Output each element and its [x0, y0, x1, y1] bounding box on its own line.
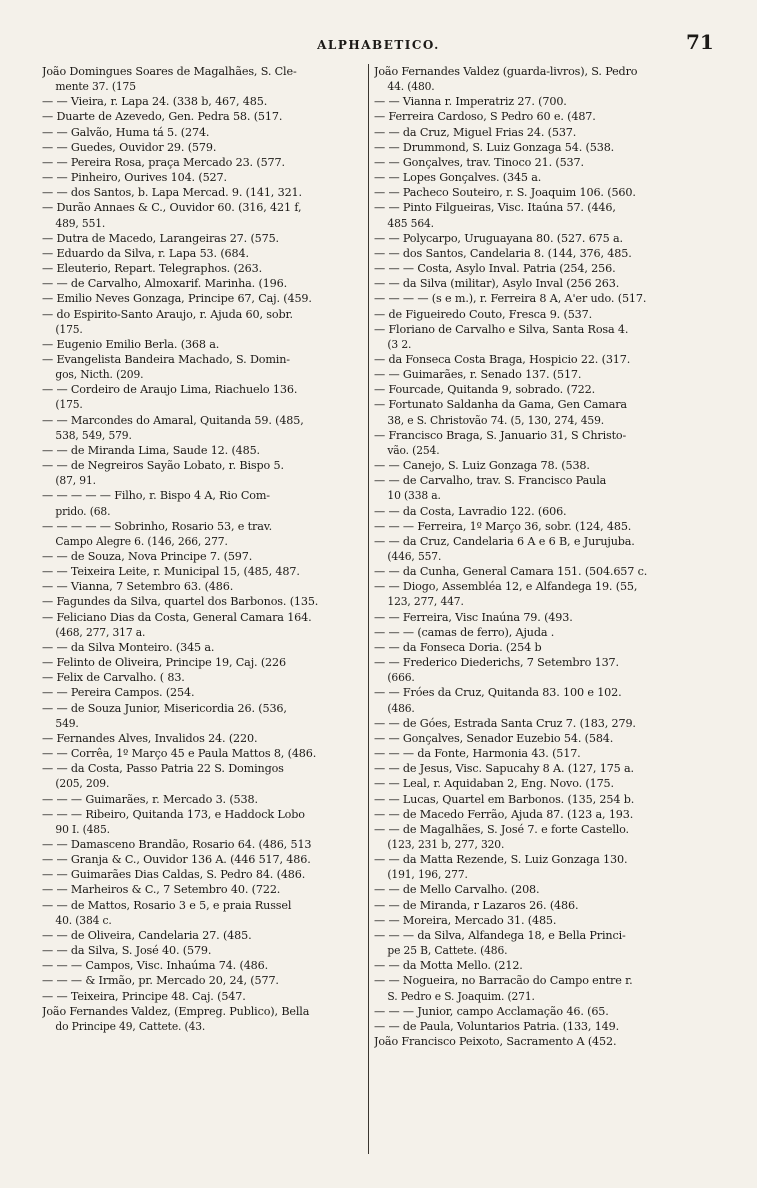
directory-entry: — Floriano de Carvalho e Silva, Santa Rosa 4.	[374, 322, 629, 336]
entry-continuation: mente 37. (175	[55, 80, 136, 94]
left-column	[42, 64, 364, 1154]
directory-entry: — — Corrêa, 1º Março 45 e Paula Mattos 8, (486.	[42, 747, 317, 761]
directory-entry: — — Moreira, Mercado 31. (485.	[374, 913, 557, 927]
directory-entry: João Fernandes Valdez (guarda-livros), S. Pedro	[374, 65, 638, 78]
entry-continuation: prido. (68.	[55, 504, 111, 518]
right-column	[374, 64, 698, 1154]
directory-entry: — — — Ferreira, 1º Março 36, sobr. (124, 485.	[374, 519, 632, 533]
directory-entry: — — Marcondes do Amaral, Quitanda 59. (485,	[42, 413, 304, 427]
directory-entry: — da Fonseca Costa Braga, Hospicio 22. (317.	[374, 352, 631, 366]
entry-continuation: (446, 557.	[387, 550, 442, 563]
directory-entry: João Francisco Peixoto, Sacramento A (452.	[374, 1035, 617, 1048]
entry-continuation: 538, 549, 579.	[55, 428, 132, 442]
directory-entry: — — Lopes Gonçalves. (345 a.	[374, 171, 542, 185]
directory-entry: — — de Carvalho, trav. S. Francisco Paula	[374, 474, 607, 488]
directory-entry: — — Ferreira, Visc Inaúna 79. (493.	[374, 610, 573, 624]
directory-entry: — — de Macedo Ferrão, Ajuda 87. (123 a, 193.	[374, 807, 634, 821]
directory-entry: — — Guedes, Ouvidor 29. (579.	[42, 140, 217, 154]
directory-entry: — — Pinto Filgueiras, Visc. Itaúna 57. (446,	[374, 201, 616, 215]
entry-continuation: Campo Alegre 6. (146, 266, 277.	[55, 534, 228, 548]
directory-entry: — Emilio Neves Gonzaga, Principe 67, Caj. (459.	[42, 292, 312, 306]
directory-entry: — — Guimarães, r. Senado 137. (517.	[374, 368, 582, 382]
column-divider	[368, 64, 369, 1154]
entry-continuation: S. Pedro e S. Joaquim. (271.	[387, 989, 535, 1003]
directory-entry: — Fagundes da Silva, quartel dos Barbonos. (135.	[42, 595, 319, 609]
page-number: 71	[686, 30, 714, 54]
directory-entry: — — da Cruz, Candelaria 6 A e 6 B, e Jurujuba.	[374, 534, 635, 548]
directory-entry: — — Gonçalves, trav. Tinoco 21. (537.	[374, 155, 584, 169]
directory-entry: — — da Matta Rezende, S. Luiz Gonzaga 130.	[374, 853, 628, 867]
directory-entry: — — Guimarães Dias Caldas, S. Pedro 84. (486.	[42, 868, 306, 882]
directory-entry: João Fernandes Valdez, (Empreg. Publico), Bella	[42, 1004, 310, 1018]
directory-entry: — — Marheiros & C., 7 Setembro 40. (722.	[42, 883, 281, 897]
directory-entry: — — de Miranda, r Lazaros 26. (486.	[374, 898, 579, 912]
directory-entry: — Dutra de Macedo, Larangeiras 27. (575.	[42, 231, 279, 245]
directory-entry: — — de Mello Carvalho. (208.	[374, 883, 540, 897]
entry-continuation: (3 2.	[387, 337, 412, 351]
directory-entry: — — da Costa, Lavradio 122. (606.	[374, 504, 567, 518]
directory-entry: — — da Fonseca Doria. (254 b	[374, 640, 542, 654]
directory-entry: — — — — — Sobrinho, Rosario 53, e trav.	[42, 519, 272, 533]
directory-entry: — — — da Fonte, Harmonia 43. (517.	[374, 747, 581, 761]
running-title: ALPHABETICO.	[317, 38, 440, 52]
directory-entry: — Eugenio Emilio Berla. (368 a.	[42, 337, 220, 351]
directory-entry: — — Pereira Rosa, praça Mercado 23. (577.	[42, 155, 285, 169]
directory-entry: — — de Souza, Nova Principe 7. (597.	[42, 550, 253, 563]
directory-entry: — — — — — Filho, r. Bispo 4 A, Rio Com-	[42, 489, 270, 503]
entry-continuation: 123, 277, 447.	[387, 595, 464, 609]
directory-entry: — — Canejo, S. Luiz Gonzaga 78. (538.	[374, 459, 590, 473]
directory-entry: — — Teixeira, Principe 48. Caj. (547.	[42, 989, 246, 1003]
directory-entry: — — de Miranda Lima, Saude 12. (485.	[42, 443, 260, 457]
directory-entry: — Eduardo da Silva, r. Lapa 53. (684.	[42, 246, 249, 260]
directory-entry: — — Galvão, Huma tá 5. (274.	[42, 125, 210, 139]
entry-continuation: 549.	[55, 716, 79, 730]
directory-entry: — Evangelista Bandeira Machado, S. Domin-	[42, 352, 290, 366]
directory-entry: — — — Costa, Asylo Inval. Patria (254, 256.	[374, 262, 616, 276]
directory-entry: — — de Souza Junior, Misericordia 26. (536,	[42, 701, 287, 715]
directory-entry: — Fortunato Saldanha da Gama, Gen Camara	[374, 398, 627, 412]
entry-continuation: (175.	[55, 322, 83, 336]
directory-entry: — — Pacheco Souteiro, r. S. Joaquim 106. (560.	[374, 186, 636, 200]
directory-entry: — — da Silva (militar), Asylo Inval (256 263.	[374, 277, 620, 291]
entry-continuation: 38, e S. Christovão 74. (5, 130, 274, 459.	[387, 413, 605, 427]
directory-entry: João Domingues Soares de Magalhães, S. Cle-	[42, 65, 297, 78]
entry-continuation: (123, 231 b, 277, 320.	[387, 837, 505, 851]
directory-entry: — — Damasceno Brandão, Rosario 64. (486, 513	[42, 837, 312, 851]
directory-entry: — Feliciano Dias da Costa, General Camara 164.	[42, 610, 312, 624]
directory-entry: — Durão Annaes & C., Ouvidor 60. (316, 421 f,	[42, 201, 302, 215]
directory-entry: — — Fróes da Cruz, Quitanda 83. 100 e 102.	[374, 686, 622, 700]
directory-entry: — — da Cunha, General Camara 151. (504.657 c.	[374, 565, 648, 579]
directory-entry: — — de Paula, Voluntarios Patria. (133, 149.	[374, 1019, 620, 1033]
directory-entry: — — de Jesus, Visc. Sapucahy 8 A. (127, 175 a.	[374, 762, 634, 776]
directory-entry: — — — da Silva, Alfandega 18, e Bella Princi-	[374, 928, 626, 942]
directory-entry: — Fernandes Alves, Invalidos 24. (220.	[42, 731, 258, 745]
entry-continuation: (468, 277, 317 a.	[55, 625, 146, 639]
entry-continuation: (175.	[55, 398, 83, 412]
directory-entry: — — Vianna r. Imperatriz 27. (700.	[374, 95, 567, 109]
directory-entry: — — Gonçalves, Senador Euzebio 54. (584.	[374, 731, 614, 745]
directory-entry: — — Polycarpo, Uruguayana 80. (527. 675 a.	[374, 231, 623, 245]
entry-continuation: (87, 91.	[55, 474, 96, 488]
entry-continuation: 90 I. (485.	[55, 822, 110, 836]
entry-continuation: 485 564.	[387, 216, 434, 230]
directory-entry: — — de Carvalho, Almoxarif. Marinha. (196.	[42, 277, 288, 291]
directory-entry: — Ferreira Cardoso, S Pedro 60 e. (487.	[374, 110, 596, 124]
entry-continuation: do Principe 49, Cattete. (43.	[55, 1019, 206, 1033]
directory-entry: — — da Cruz, Miguel Frias 24. (537.	[374, 125, 577, 139]
entry-continuation: (486.	[387, 701, 415, 715]
entry-continuation: pe 25 B, Cattete. (486.	[387, 944, 508, 958]
directory-entry: — — Cordeiro de Araujo Lima, Riachuelo 136.	[42, 383, 298, 397]
directory-entry: — — — Guimarães, r. Mercado 3. (538.	[42, 792, 258, 806]
directory-entry: — — Teixeira Leite, r. Municipal 15, (485, 487.	[42, 565, 300, 579]
directory-entry: — Felix de Carvalho. ( 83.	[42, 671, 185, 685]
entry-continuation: 44. (480.	[387, 80, 435, 94]
directory-entry: — — Diogo, Assembléa 12, e Alfandega 19. (55,	[374, 580, 638, 594]
entry-continuation: gos, Nicth. (209.	[55, 368, 144, 382]
directory-entry: — — Vieira, r. Lapa 24. (338 b, 467, 485.	[42, 95, 268, 109]
directory-entry: — — de Negreiros Sayão Lobato, r. Bispo 5.	[42, 459, 284, 473]
directory-entry: — — da Silva Monteiro. (345 a.	[42, 640, 215, 654]
directory-entry: — — Pereira Campos. (254.	[42, 686, 195, 700]
entry-continuation: 40. (384 c.	[55, 913, 112, 927]
directory-entry: — — Pinheiro, Ourives 104. (527.	[42, 171, 227, 185]
directory-entry: — — dos Santos, Candelaria 8. (144, 376, 485.	[374, 246, 632, 260]
entry-continuation: vão. (254.	[387, 443, 440, 457]
directory-entry: — — Drummond, S. Luiz Gonzaga 54. (538.	[374, 140, 615, 154]
entry-continuation: 489, 551.	[55, 216, 106, 230]
directory-entry: — — — Ribeiro, Quitanda 173, e Haddock Lobo	[42, 807, 305, 821]
directory-entry: — — Lucas, Quartel em Barbonos. (135, 254 b.	[374, 792, 635, 806]
directory-entry: — — Frederico Diederichs, 7 Setembro 137.	[374, 656, 619, 670]
directory-entry: — — dos Santos, b. Lapa Mercad. 9. (141, 321.	[42, 186, 302, 200]
directory-entry: — — de Oliveira, Candelaria 27. (485.	[42, 928, 252, 942]
directory-entry: — — — — (s e m.), r. Ferreira 8 A, A'er udo. (517.	[374, 292, 647, 306]
directory-entry: — — Leal, r. Aquidaban 2, Eng. Novo. (175.	[374, 777, 614, 791]
directory-entry: — Eleuterio, Repart. Telegraphos. (263.	[42, 262, 263, 276]
directory-entry: — — da Motta Mello. (212.	[374, 959, 523, 973]
directory-entry: — — — & Irmão, pr. Mercado 20, 24, (577.	[42, 974, 279, 988]
directory-entry: — — de Magalhães, S. José 7. e forte Castello.	[374, 822, 629, 836]
directory-entry: — — de Mattos, Rosario 3 e 5, e praia Russel	[42, 898, 292, 912]
directory-entry: — — da Costa, Passo Patria 22 S. Domingos	[42, 762, 284, 776]
directory-entry: — — — Junior, campo Acclamação 46. (65.	[374, 1004, 609, 1018]
directory-entry: — — Nogueira, no Barracão do Campo entre r.	[374, 974, 633, 988]
entry-continuation: (205, 209.	[55, 777, 110, 791]
directory-entry: — Felinto de Oliveira, Principe 19, Caj. (226	[42, 656, 286, 670]
directory-entry: — — — (camas de ferro), Ajuda .	[374, 625, 555, 639]
directory-entry: — — Vianna, 7 Setembro 63. (486.	[42, 580, 234, 594]
directory-entry: — de Figueiredo Couto, Fresca 9. (537.	[374, 307, 593, 321]
directory-entry: — — Granja & C., Ouvidor 136 A. (446 517, 486.	[42, 853, 311, 867]
entry-continuation: (666.	[387, 671, 415, 685]
directory-entry: — Duarte de Azevedo, Gen. Pedra 58. (517.	[42, 110, 283, 124]
directory-entry: — — de Góes, Estrada Santa Cruz 7. (183, 279.	[374, 716, 636, 730]
directory-entry: — — — Campos, Visc. Inhaúma 74. (486.	[42, 959, 269, 973]
directory-entry: — do Espirito-Santo Araujo, r. Ajuda 60, sobr.	[42, 307, 293, 321]
entry-continuation: (191, 196, 277.	[387, 868, 468, 882]
directory-entry: — — da Silva, S. José 40. (579.	[42, 944, 212, 958]
directory-entry: — Fourcade, Quitanda 9, sobrado. (722.	[374, 383, 595, 397]
entry-continuation: 10 (338 a.	[387, 489, 441, 503]
directory-entry: — Francisco Braga, S. Januario 31, S Christo-	[374, 428, 627, 442]
